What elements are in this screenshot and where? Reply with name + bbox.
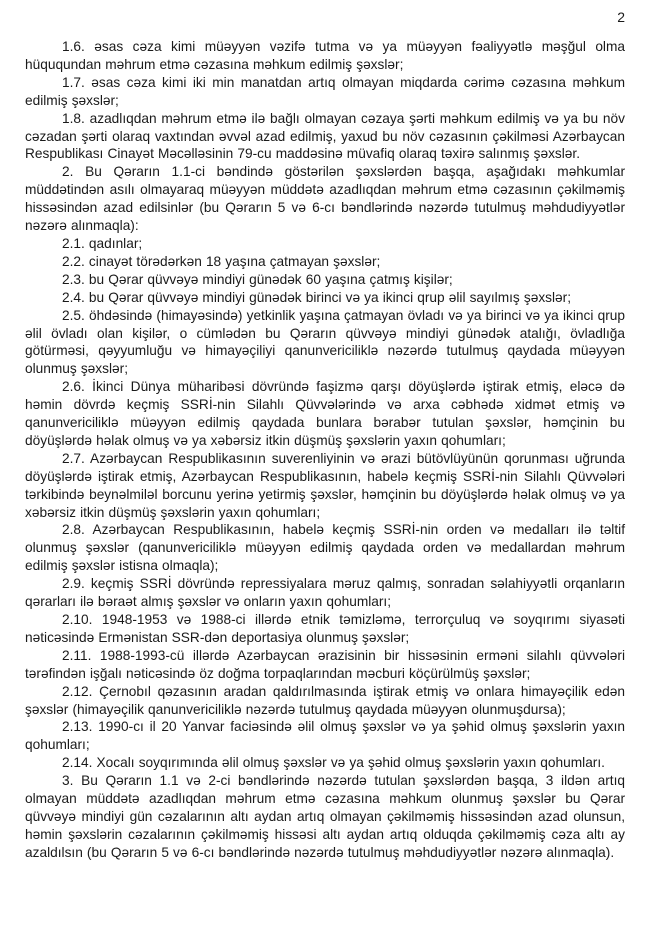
paragraph-2-12: 2.12. Çernobıl qəzasının aradan qaldırılmasında iştirak etmiş və onlara himayəçilik edən şəxslər (himayəçilik qanunvericiliklə nəzərdə tutulmuş qaydada müəyyən olunmuşdursa);: [25, 683, 625, 717]
paragraph-2: 2. Bu Qərarın 1.1-ci bəndində göstərilən şəxslərdən başqa, aşağıdakı məhkumlar müddətindən asılı olmayaraq müəyyən müddətə azadlıqdan məhrum etmə cəzasının çəkilməmiş hissəsindən azad edilsinlər (bu Qərarın 5 və 6-cı bəndlərində nəzərdə tutulmuş məhdudiyyətlər nəzərə alınmaqla):: [25, 164, 625, 234]
paragraph-1-6: 1.6. əsas cəza kimi müəyyən vəzifə tutma və ya müəyyən fəaliyyətlə məşğul olma hüququndan məhrum etmə cəzasına məhkum edilmiş şəxslər;: [25, 39, 625, 72]
paragraph-2-7: 2.7. Azərbaycan Respublikasının suverenliyinin və ərazi bütövlüyünün qorunması uğrunda döyüşlərdə iştirak etmiş, Azərbaycan Respublikasının, habelə keçmiş SSRİ-nin Silahlı Qüvvələri tərkibində beynəlmiləl borcunu yerinə yetirmiş şəxslər, həmçinin bu döyüşlərdə həlak olmuş və ya xəbərsiz itkin düşmüş şəxslərin yaxın qohumları;: [25, 450, 625, 520]
paragraph-2-6: 2.6. İkinci Dünya müharibəsi dövründə faşizmə qarşı döyüşlərdə iştirak etmiş, eləcə də həmin dövrdə keçmiş SSRİ-nin Silahlı Qüvvələrində və arxa cəbhədə xidmət etmiş və qanunvericiliklə müəyyən edilmiş qaydada bunlara bərabər tutulan şəxslər, həmçinin bu döyüşlərdə həlak olmuş və ya xəbərsiz itkin düşmüş şəxslərin yaxın qohumları;: [25, 379, 625, 448]
paragraph-2-2: 2.2. cinayət törədərkən 18 yaşına çatmayan şəxslər;: [62, 253, 381, 269]
paragraph-2-8: 2.8. Azərbaycan Respublikasının, habelə keçmiş SSRİ-nin orden və medalları ilə təltif olunmuş şəxslər (qanunvericiliklə müəyyən edilmiş qaydada orden və medallardan məhrum edilmiş şəxslər istisna olmaqla);: [25, 522, 625, 574]
paragraph-2-11: 2.11. 1988-1993-cü illərdə Azərbaycan ərazisinin bir hissəsinin erməni silahlı qüvvələri tərəfindən işğalı nəticəsində öz doğma torpaqlarından məcburi köçürülmüş şəxslər;: [25, 647, 625, 681]
document-page: [25, 0, 625, 938]
paragraph-1-8: 1.8. azadlıqdan məhrum etmə ilə bağlı olmayan cəzaya şərti məhkum edilmiş və ya bu növ cəzadan şərti olaraq vaxtından əvvəl azad edilmiş, yaxud bu növ cəzasının çəkilməsi Azərbaycan Respublikası Cinayət Məcəlləsinin 79-cu maddəsinə müvafiq olaraq təxirə salınmış şəxslər.: [25, 110, 625, 162]
paragraph-2-1: 2.1. qadınlar;: [62, 235, 143, 251]
paragraph-2-13: 2.13. 1990-cı il 20 Yanvar faciəsində əlil olmuş şəxslər və ya şəhid olmuş şəxslərin yaxın qohumları;: [25, 719, 625, 753]
paragraph-2-5: 2.5. öhdəsində (himayəsində) yetkinlik yaşına çatmayan övladı və ya birinci və ya ikinci qrup əlil övladı olan kişilər, o cümlədən bu Qərarın qüvvəyə mindiyi günədək atalığı, övladlığa götürməsi, qəyyumluğu və himayəçiliyi qanunvericiliklə nəzərdə tutulmuş qaydada müəyyən olunmuş şəxslər;: [25, 307, 625, 377]
paragraph-2-3: 2.3. bu Qərar qüvvəyə mindiyi günədək 60 yaşına çatmış kişilər;: [62, 271, 453, 287]
paragraph-2-14: 2.14. Xocalı soyqırımında əlil olmuş şəxslər və ya şəhid olmuş şəxslərin yaxın qohumları.: [62, 755, 605, 771]
paragraph-3: 3. Bu Qərarın 1.1 və 2-ci bəndlərində nəzərdə tutulan şəxslərdən başqa, 3 ildən artıq olmayan müddətə azadlıqdan məhrum etmə cəzasına məhkum olunmuş şəxslər bu Qərar qüvvəyə mindiyi gün cəzalarının altı aydan artıq olmayan çəkilməmiş hissəsindən azad olunsun, həmin şəxslərin cəzalarının çəkilməmiş hissəsi altı aydan artıq olduqda çəkilməmiş cəza altı ay azaldılsın (bu Qərarın 5 və 6-cı bəndlərində nəzərdə tutulmuş məhdudiyyətlər nəzərə alınmaqla).: [25, 773, 625, 860]
document-body: [25, 38, 625, 862]
paragraph-2-9: 2.9. keçmiş SSRİ dövründə repressiyalara məruz qalmış, sonradan səlahiyyətli orqanların qərarları ilə bəraət almış şəxslər və onların yaxın qohumları;: [25, 576, 625, 610]
paragraph-1-7: 1.7. əsas cəza kimi iki min manatdan artıq olmayan miqdarda cərimə cəzasına məhkum edilmiş şəxslər;: [25, 74, 625, 108]
page-number: 2: [617, 9, 625, 25]
paragraph-2-4: 2.4. bu Qərar qüvvəyə mindiyi günədək birinci və ya ikinci qrup əlil sayılmış şəxslər;: [62, 289, 572, 305]
paragraph-2-10: 2.10. 1948-1953 və 1988-ci illərdə etnik təmizləmə, terrorçuluq və soyqırımı siyasəti nəticəsində Ermənistan SSR-dən deportasiya olunmuş şəxslər;: [25, 612, 625, 645]
